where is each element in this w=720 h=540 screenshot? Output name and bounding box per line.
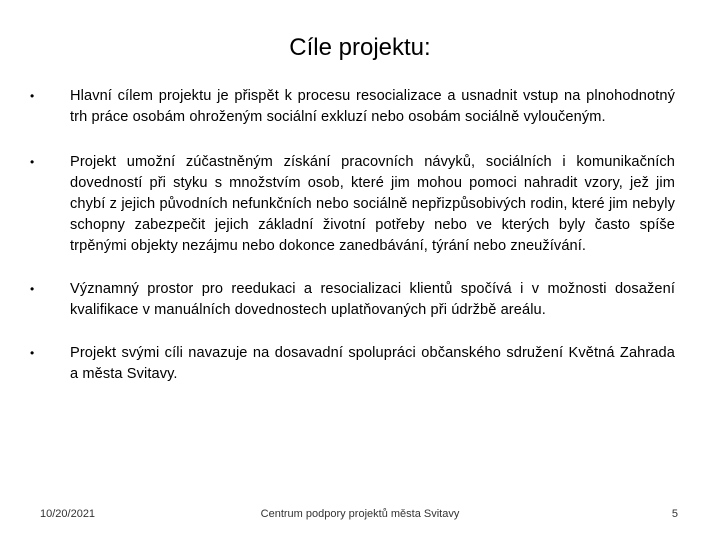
list-item: [30, 86, 675, 128]
bullet-icon: •: [30, 282, 35, 296]
footer-date: 10/20/2021: [40, 508, 96, 520]
footer-title: Centrum podpory projektů města Svitavy: [260, 508, 460, 520]
list-item: [30, 343, 675, 385]
bullet-icon: •: [30, 89, 35, 103]
page-number: 5: [671, 508, 678, 520]
bullet-text: Významný prostor pro reedukaci a resocializaci klientů spočívá i v možnosti dosažení kvalifikace v manuálních dovednostech uplatňovaných při údržbě areálu.: [70, 281, 675, 318]
bullet-text: Projekt svými cíli navazuje na dosavadní spolupráci občanského sdružení Květná Zahrada a města Svitavy.: [70, 345, 675, 382]
list-item: [30, 279, 675, 321]
bullet-icon: •: [30, 346, 35, 360]
bullet-icon: •: [30, 155, 35, 169]
list-item: [30, 152, 675, 257]
bullet-text: Hlavní cílem projektu je přispět k procesu resocializace a usnadnit vstup na plnohodnotný trh práce osobám ohroženým sociální exkluzí nebo osobám sociálně vyloučeným.: [70, 88, 675, 125]
bullet-text: Projekt umožní zúčastněným získání pracovních návyků, sociálních i komunikačních dovedností při styku s množstvím osob, které jim mohou pomoci nahradit vzory, jež jim chybí z jejich původních nefunkčních nebo sociálně nepřizpůsobivých rodin, které jim nebyly schopny zabezpečit jejich základní životní potřeby nebo ve kterých byly často spíše trpěnými objekty nezájmu nebo dokonce zanedbávání, týrání nebo zneužívání.: [70, 154, 675, 254]
bullet-list: [30, 86, 675, 385]
slide-title: Cíle projektu:: [289, 34, 431, 61]
